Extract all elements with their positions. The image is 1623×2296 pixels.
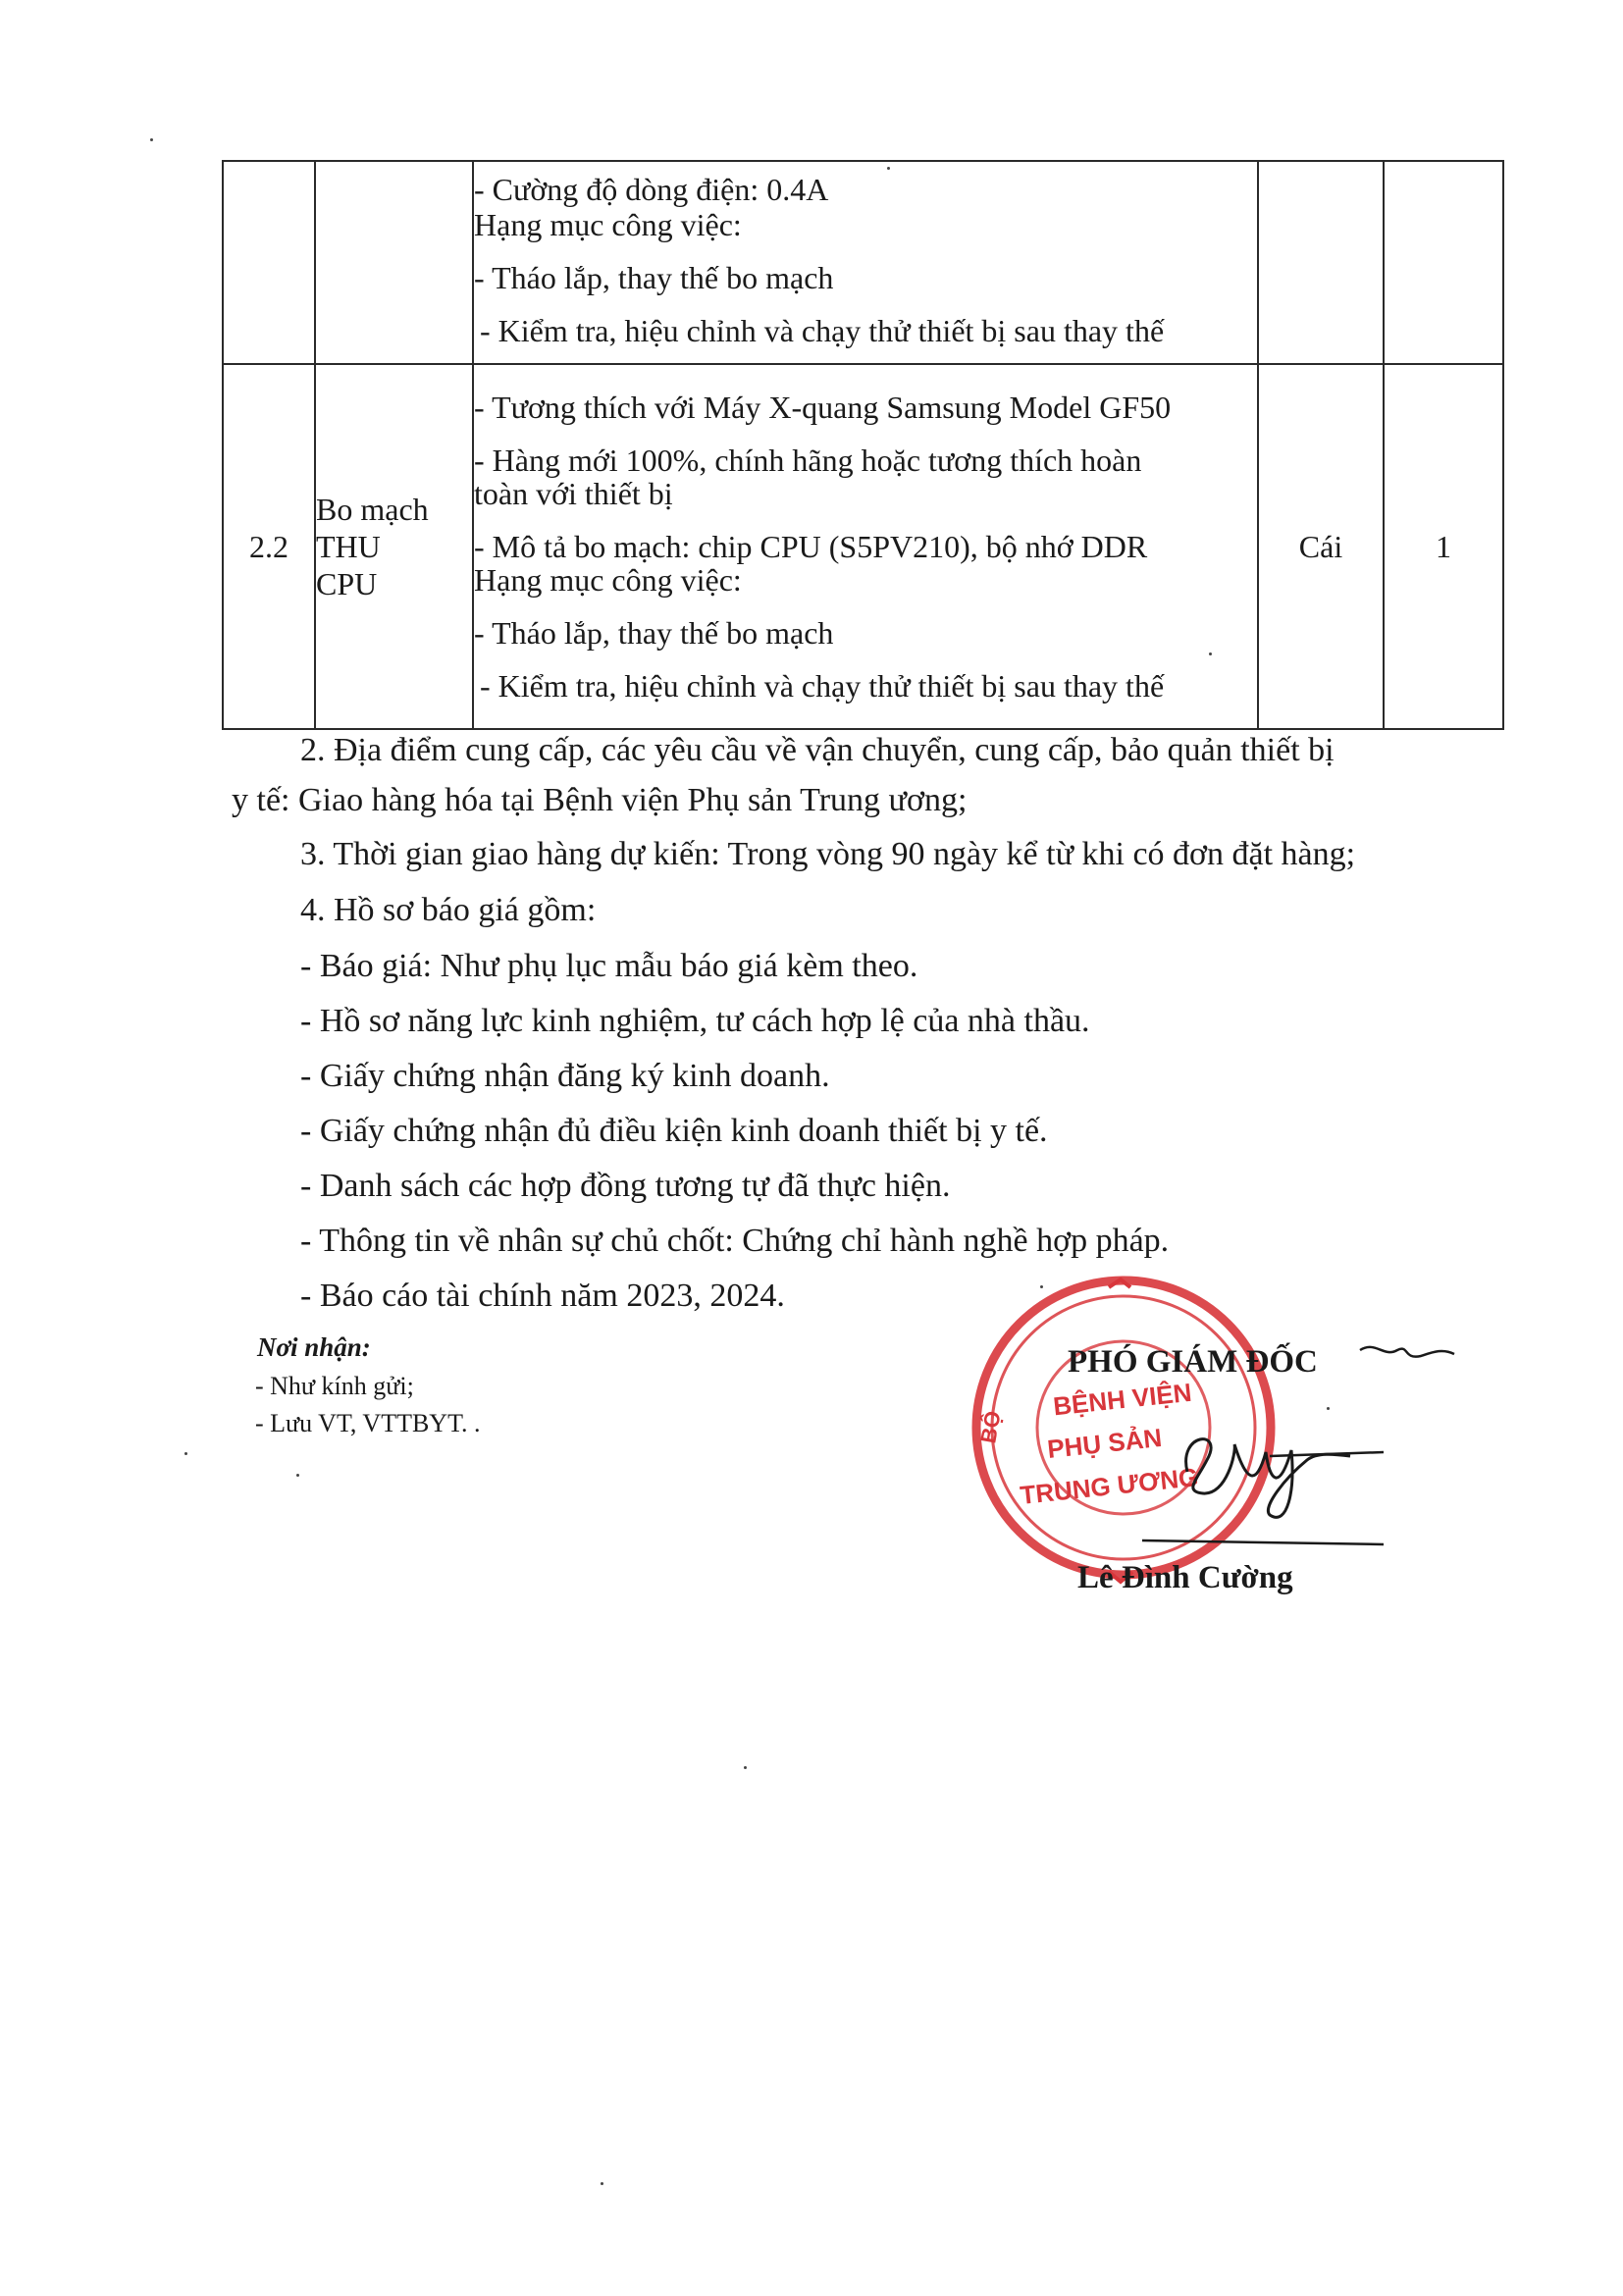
stamp-text-line-2: PHỤ SẢN (1045, 1422, 1164, 1465)
cell-unit (1258, 161, 1384, 364)
name-line: THU (316, 529, 381, 564)
paragraph-2-line-2: y tế: Giao hàng hóa tại Bệnh viện Phụ sản Trung ương; (232, 782, 968, 818)
list-item: - Thông tin về nhân sự chủ chốt: Chứng chỉ hành nghề hợp pháp. (300, 1223, 1170, 1259)
table-row-continued (223, 161, 1503, 364)
cell-name (315, 364, 473, 729)
cell-description (473, 161, 1258, 364)
desc-line: - Kiểm tra, hiệu chỉnh và chạy thử thiết bị sau thay thế (480, 668, 1165, 704)
name-line: CPU (316, 566, 378, 601)
recipient-item: - Lưu VT, VTTBYT. . (255, 1409, 481, 1437)
scan-speck (1040, 1285, 1043, 1288)
scan-speck (1209, 652, 1212, 655)
desc-line: - Tháo lắp, thay thế bo mạch (474, 260, 834, 295)
cell-no (223, 161, 315, 364)
desc-line: - Kiểm tra, hiệu chỉnh và chạy thử thiết bị sau thay thế (480, 313, 1165, 348)
recipients-title: Nơi nhận: (257, 1332, 371, 1362)
recipient-item: - Như kính gửi; (255, 1372, 414, 1400)
cell-qty (1384, 161, 1503, 364)
name-line: Bo mạch (316, 492, 429, 527)
scan-speck (744, 1766, 747, 1769)
signature-title: PHÓ GIÁM ĐỐC (1068, 1344, 1318, 1380)
signature-mark (1060, 1334, 1482, 1570)
desc-line: - Tương thích với Máy X-quang Samsung Model GF50 (474, 390, 1172, 425)
stamp-text-line-3: TRUNG ƯƠNG (1019, 1462, 1200, 1510)
scan-speck (150, 138, 153, 141)
desc-line: - Tháo lắp, thay thế bo mạch (474, 615, 834, 651)
list-item: - Hồ sơ năng lực kinh nghiệm, tư cách hợp lệ của nhà thầu. (300, 1003, 1090, 1039)
cell-qty: 1 (1384, 364, 1503, 729)
paragraph-2-line-1: 2. Địa điểm cung cấp, các yêu cầu về vận chuyển, cung cấp, bảo quản thiết bị (300, 732, 1335, 768)
list-item: - Báo cáo tài chính năm 2023, 2024. (300, 1278, 785, 1314)
paragraph-3: 3. Thời gian giao hàng dự kiến: Trong vòng 90 ngày kể từ khi có đơn đặt hàng; (300, 836, 1356, 872)
cell-description (473, 364, 1258, 729)
list-item: - Danh sách các hợp đồng tương tự đã thực hiện. (300, 1168, 951, 1204)
scan-speck (184, 1452, 187, 1455)
desc-line: toàn với thiết bị (474, 476, 673, 511)
scan-speck (887, 167, 890, 170)
cell-name (315, 161, 473, 364)
list-item: - Giấy chứng nhận đăng ký kinh doanh. (300, 1058, 830, 1094)
desc-line: - Mô tả bo mạch: chip CPU (S5PV210), bộ nhớ DDR (474, 529, 1148, 564)
desc-line: - Hàng mới 100%, chính hãng hoặc tương thích hoàn (474, 443, 1142, 478)
desc-line: - Cường độ dòng điện: 0.4A (474, 172, 829, 207)
paragraph-4: 4. Hồ sơ báo giá gồm: (300, 892, 597, 928)
scan-speck (1327, 1407, 1330, 1410)
table-row-2-2 (223, 364, 1503, 729)
signatory-name: Lê Đình Cường (1077, 1560, 1293, 1595)
scan-speck (601, 2182, 603, 2185)
desc-line: Hạng mục công việc: (474, 207, 742, 242)
cell-no: 2.2 (223, 364, 315, 729)
specification-table (222, 160, 1504, 730)
cell-unit: Cái (1258, 364, 1384, 729)
desc-line: Hạng mục công việc: (474, 562, 742, 598)
scan-speck (296, 1474, 299, 1477)
list-item: - Báo giá: Như phụ lục mẫu báo giá kèm theo. (300, 948, 918, 984)
stamp-text-line-1: BỆNH VIỆN (1051, 1377, 1193, 1422)
stamp-side-text: BỘ (975, 1409, 1006, 1445)
list-item: - Giấy chứng nhận đủ điều kiện kinh doanh thiết bị y tế. (300, 1113, 1048, 1149)
